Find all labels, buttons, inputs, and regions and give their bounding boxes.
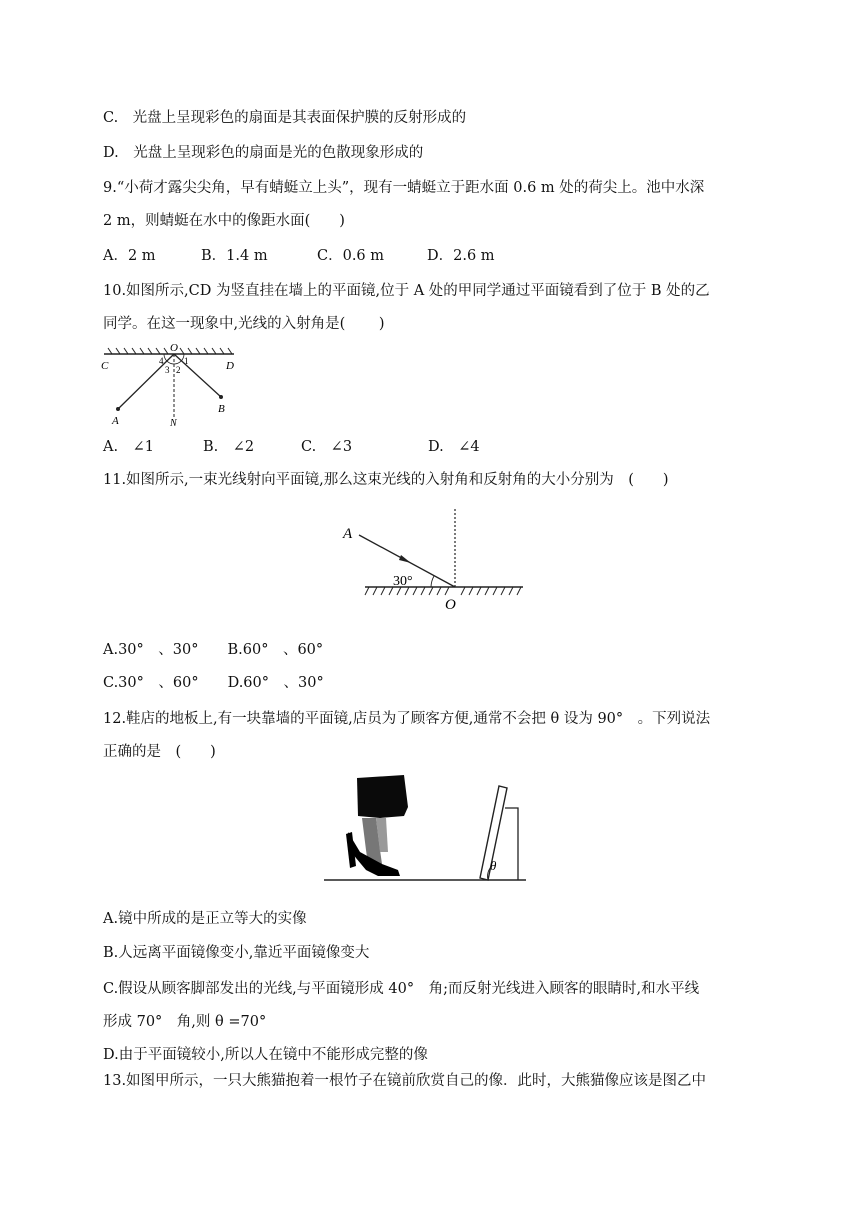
fig10-angle-1: 1 <box>184 356 189 366</box>
figure-10-mirror-diagram <box>100 340 240 430</box>
question-12-option-c-line1: C.假设从顾客脚部发出的光线,与平面镜形成 40° 角;而反射光线进入顾客的眼睛时,和水平线 <box>103 981 700 997</box>
fig11-label-o: O <box>445 597 456 613</box>
fig10-label-a: A <box>112 415 119 427</box>
question-12-line2: 正确的是 ( ) <box>103 744 216 760</box>
fig10-label-o: O <box>170 342 178 354</box>
q9-option-c: C．0.6 m <box>317 248 385 264</box>
customer-skirt-shape <box>357 775 408 818</box>
q10-option-d: D. ∠4 <box>428 439 480 455</box>
q9-option-b: B．1.4 m <box>201 248 268 264</box>
fig10-label-n: N <box>170 418 177 429</box>
q10-option-c: C. ∠3 <box>301 439 353 455</box>
fig11-label-a: A <box>343 526 353 542</box>
question-11-options-ab: A.30° 、30° B.60° 、60° <box>103 642 324 658</box>
fig10-angle-4: 4 <box>159 356 164 366</box>
q10-option-a: A. ∠1 <box>103 439 154 455</box>
question-9-options <box>103 246 495 266</box>
fig10-label-c: C <box>101 360 109 372</box>
fig12-theta-label: θ <box>490 858 497 873</box>
fig10-label-d: D <box>226 360 234 372</box>
figure-11-reflection-diagram <box>335 505 535 620</box>
question-11-options-cd: C.30° 、60° D.60° 、30° <box>103 675 324 691</box>
question-11-text: 11.如图所示,一束光线射向平面镜,那么这束光线的入射角和反射角的大小分别为 ( ) <box>103 472 669 488</box>
q10-option-b: B. ∠2 <box>203 439 255 455</box>
question-10-options <box>103 437 480 457</box>
question-12-option-c-line2: 形成 70° 角,则 θ =70° <box>103 1014 267 1030</box>
fig11-angle-label: 30° <box>393 574 413 589</box>
question-10-line2: 同学。在这一现象中,光线的入射角是( ) <box>103 316 385 332</box>
fig10-label-b: B <box>218 403 225 415</box>
q9-option-a: A．2 m <box>103 248 156 264</box>
question-10-line1: 10.如图所示,CD 为竖直挂在墙上的平面镜,位于 A 处的甲同学通过平面镜看到了位于 B 处的乙 <box>103 283 710 299</box>
question-12-option-a: A.镜中所成的是正立等大的实像 <box>103 911 307 927</box>
question-12-option-d: D.由于平面镜较小,所以人在镜中不能形成完整的像 <box>103 1047 428 1063</box>
question-12-line1: 12.鞋店的地板上,有一块靠墙的平面镜,店员为了顾客方便,通常不会把 θ 设为 90° 。下列说法 <box>103 711 711 727</box>
question-13-text: 13.如图甲所示，一只大熊猫抱着一根竹子在镜前欣赏自己的像．此时，大熊猫像应该是图乙中 <box>103 1073 707 1089</box>
question-9-line2: 2 m，则蜻蜓在水中的像距水面( ) <box>103 213 345 229</box>
question-9-line1: 9.“小荷才露尖尖角，早有蜻蜓立上头”，现有一蜻蜓立于距水面 0.6 m 处的荷尖上。池中水深 <box>103 180 705 196</box>
q9-option-d: D．2.6 m <box>427 248 495 264</box>
fig10-angle-2: 2 <box>176 365 181 375</box>
figure-12-shoe-mirror-diagram <box>322 772 530 884</box>
fig10-angle-3: 3 <box>165 365 170 375</box>
option-c-text: C. 光盘上呈现彩色的扇面是其表面保护膜的反射形成的 <box>103 110 467 126</box>
question-12-option-b: B.人远离平面镜像变小,靠近平面镜像变大 <box>103 945 370 961</box>
option-d-text: D. 光盘上呈现彩色的扇面是光的色散现象形成的 <box>103 145 424 161</box>
